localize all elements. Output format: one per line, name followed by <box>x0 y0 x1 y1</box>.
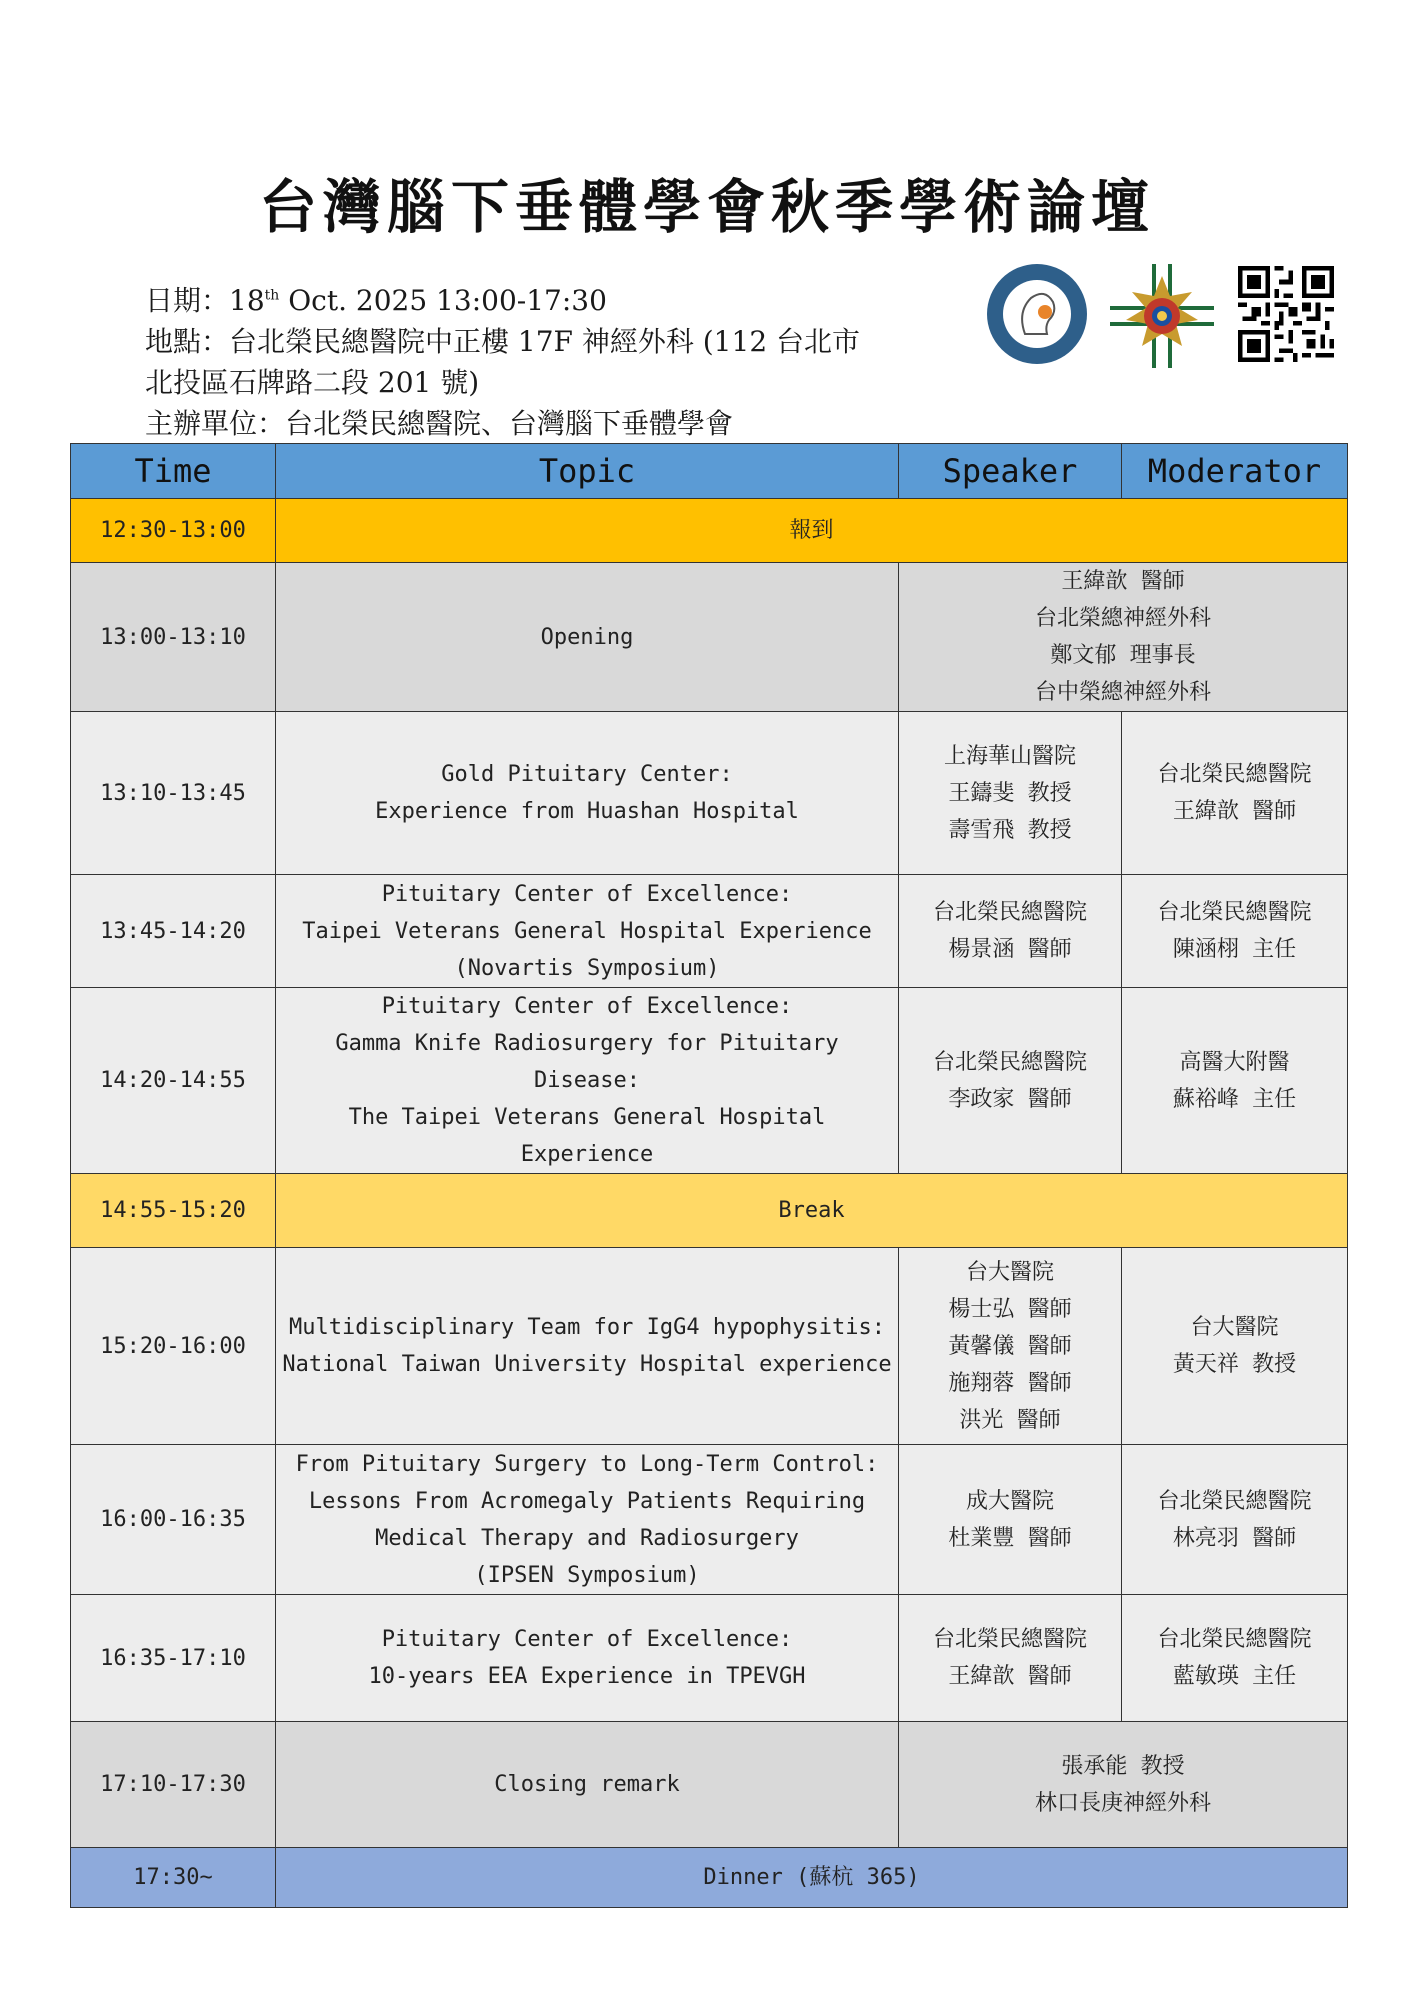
moderator-line: 台北榮民總醫院 <box>1157 1627 1312 1652</box>
speaker-line: 台北榮民總醫院 <box>932 900 1087 925</box>
speaker-line: 台大醫院 <box>965 1259 1054 1285</box>
moderator-line: 台北榮民總醫院 <box>1157 1488 1312 1514</box>
moderator-cell <box>1122 712 1348 875</box>
moderator-cell <box>1122 1595 1348 1722</box>
topic-cell: Dinner (蘇杭 365) <box>276 1848 1348 1908</box>
speaker-cell <box>899 563 1348 712</box>
time-cell: 16:00-16:35 <box>71 1445 276 1595</box>
topic-line: Pituitary Center of Excellence: <box>381 881 793 907</box>
speaker-cell <box>899 712 1122 875</box>
time-cell: 12:30-13:00 <box>71 499 276 563</box>
moderator-cell <box>1122 875 1348 988</box>
header-moderator: Moderator <box>1122 444 1348 499</box>
topic-line: Multidisciplinary Team for IgG4 hypophysitis: <box>288 1315 886 1340</box>
time-cell: 13:00-13:10 <box>71 563 276 712</box>
moderator-line: 陳涵栩 主任 <box>1172 937 1297 962</box>
topic-cell <box>276 1595 899 1722</box>
schedule-table <box>70 443 1348 1908</box>
topic-line: Lessons From Acromegaly Patients Requiring <box>308 1488 866 1514</box>
speaker-line: 台北榮總神經外科 <box>1034 606 1211 631</box>
moderator-line: 林亮羽 醫師 <box>1172 1525 1297 1551</box>
topic-line: 10-years EEA Experience in TPEVGH <box>368 1664 806 1689</box>
table-row <box>71 1248 1348 1445</box>
speaker-line: 李政家 醫師 <box>948 1086 1072 1112</box>
speaker-line: 王緯歆 醫師 <box>1061 569 1185 594</box>
topic-line: Pituitary Center of Excellence: <box>381 994 793 1019</box>
table-row <box>71 499 1348 563</box>
time-cell: 17:30~ <box>71 1848 276 1908</box>
topic-line: Medical Therapy and Radiosurgery <box>375 1525 799 1551</box>
table-row <box>71 875 1348 988</box>
speaker-line: 王緯歆 醫師 <box>948 1664 1072 1689</box>
organizer-line: 主辦單位：台北榮民總醫院、台灣腦下垂體學會 <box>145 407 734 440</box>
speaker-line: 鄭文郁 理事長 <box>1050 643 1196 668</box>
speaker-line: 壽雪飛 教授 <box>948 817 1072 843</box>
moderator-line: 台北榮民總醫院 <box>1157 762 1312 787</box>
time-cell: 15:20-16:00 <box>71 1248 276 1445</box>
topic-line: (Novartis Symposium) <box>454 955 720 981</box>
table-row <box>71 1174 1348 1248</box>
topic-line: National Taiwan University Hospital experience <box>282 1352 892 1377</box>
header-speaker: Speaker <box>899 444 1122 499</box>
topic-cell: 報到 <box>276 499 1348 563</box>
topic-line: Pituitary Center of Excellence: <box>381 1627 793 1652</box>
speaker-cell <box>899 875 1122 988</box>
qr-code[interactable] <box>1238 266 1334 362</box>
header-topic: Topic <box>276 444 899 499</box>
moderator-cell <box>1122 1445 1348 1595</box>
topic-line: The Taipei Veterans General Hospital Experience <box>348 1105 826 1167</box>
speaker-line: 上海華山醫院 <box>943 743 1076 769</box>
topic-cell <box>276 712 899 875</box>
page-title: 台灣腦下垂體學會秋季學術論壇 <box>258 173 1155 241</box>
topic-line: Gold Pituitary Center: <box>441 762 733 787</box>
table-row <box>71 712 1348 875</box>
moderator-line: 黃天祥 教授 <box>1172 1352 1297 1377</box>
date-day: 18 <box>229 284 265 317</box>
time-cell: 14:55-15:20 <box>71 1174 276 1248</box>
topic-line: Experience from Huashan Hospital <box>375 799 799 824</box>
location-line-2: 北投區石牌路二段 201 號) <box>145 366 480 399</box>
table-row <box>71 1445 1348 1595</box>
time-cell: 13:45-14:20 <box>71 875 276 988</box>
moderator-line: 台北榮民總醫院 <box>1157 900 1312 925</box>
location-line-1: 地點：台北榮民總醫院中正樓 17F 神經外科 (112 台北市 <box>145 325 861 358</box>
topic-cell <box>276 988 899 1174</box>
table-row <box>71 1722 1348 1848</box>
topic-cell: Break <box>276 1174 1348 1248</box>
moderator-line: 台大醫院 <box>1190 1315 1279 1340</box>
topic-cell: Closing remark <box>276 1722 899 1848</box>
table-row <box>71 563 1348 712</box>
moderator-line: 蘇裕峰 主任 <box>1172 1086 1297 1112</box>
speaker-line: 林口長庚神經外科 <box>1034 1790 1211 1816</box>
speaker-line: 張承能 教授 <box>1061 1753 1185 1779</box>
speaker-line: 台北榮民總醫院 <box>932 1049 1087 1075</box>
time-cell: 13:10-13:45 <box>71 712 276 875</box>
date-label: 日期： <box>145 284 230 317</box>
topic-cell <box>276 875 899 988</box>
table-row <box>71 988 1348 1174</box>
speaker-line: 成大醫院 <box>965 1488 1054 1514</box>
topic-cell <box>276 1248 899 1445</box>
speaker-cell <box>899 988 1122 1174</box>
speaker-cell <box>899 1722 1348 1848</box>
speaker-line: 楊士弘 醫師 <box>948 1296 1072 1322</box>
header-time: Time <box>71 444 276 499</box>
moderator-cell <box>1122 1248 1348 1445</box>
topic-cell <box>276 1445 899 1595</box>
time-cell: 16:35-17:10 <box>71 1595 276 1722</box>
date-rest: Oct. 2025 13:00-17:30 <box>279 284 607 317</box>
topic-line: From Pituitary Surgery to Long-Term Control: <box>295 1451 879 1477</box>
speaker-line: 楊景涵 醫師 <box>948 937 1072 962</box>
topic-line: (IPSEN Symposium) <box>474 1562 700 1588</box>
time-cell: 17:10-17:30 <box>71 1722 276 1848</box>
speaker-cell <box>899 1595 1122 1722</box>
topic-line: Gamma Knife Radiosurgery for Pituitary Disease: <box>335 1031 839 1093</box>
speaker-cell <box>899 1445 1122 1595</box>
hospital-emblem-logo <box>1108 262 1216 370</box>
speaker-line: 台中榮總神經外科 <box>1034 680 1211 705</box>
speaker-line: 王鑄斐 教授 <box>948 780 1072 806</box>
time-cell: 14:20-14:55 <box>71 988 276 1174</box>
logo-bar <box>0 262 1414 372</box>
moderator-cell <box>1122 988 1348 1174</box>
speaker-line: 台北榮民總醫院 <box>932 1627 1087 1652</box>
topic-line: Taipei Veterans General Hospital Experience <box>302 918 872 944</box>
table-row <box>71 1848 1348 1908</box>
table-header-row <box>71 444 1348 499</box>
society-logo <box>985 262 1089 366</box>
date-superscript: th <box>264 287 280 304</box>
speaker-line: 黃馨儀 醫師 <box>948 1333 1072 1359</box>
speaker-cell <box>899 1248 1122 1445</box>
moderator-line: 王緯歆 醫師 <box>1172 799 1297 824</box>
moderator-line: 藍敏瑛 主任 <box>1172 1664 1297 1689</box>
topic-cell: Opening <box>276 563 899 712</box>
moderator-line: 高醫大附醫 <box>1179 1049 1290 1075</box>
speaker-line: 杜業豐 醫師 <box>948 1525 1072 1551</box>
speaker-line: 施翔蓉 醫師 <box>948 1370 1072 1396</box>
speaker-line: 洪光 醫師 <box>959 1407 1061 1433</box>
table-row <box>71 1595 1348 1722</box>
